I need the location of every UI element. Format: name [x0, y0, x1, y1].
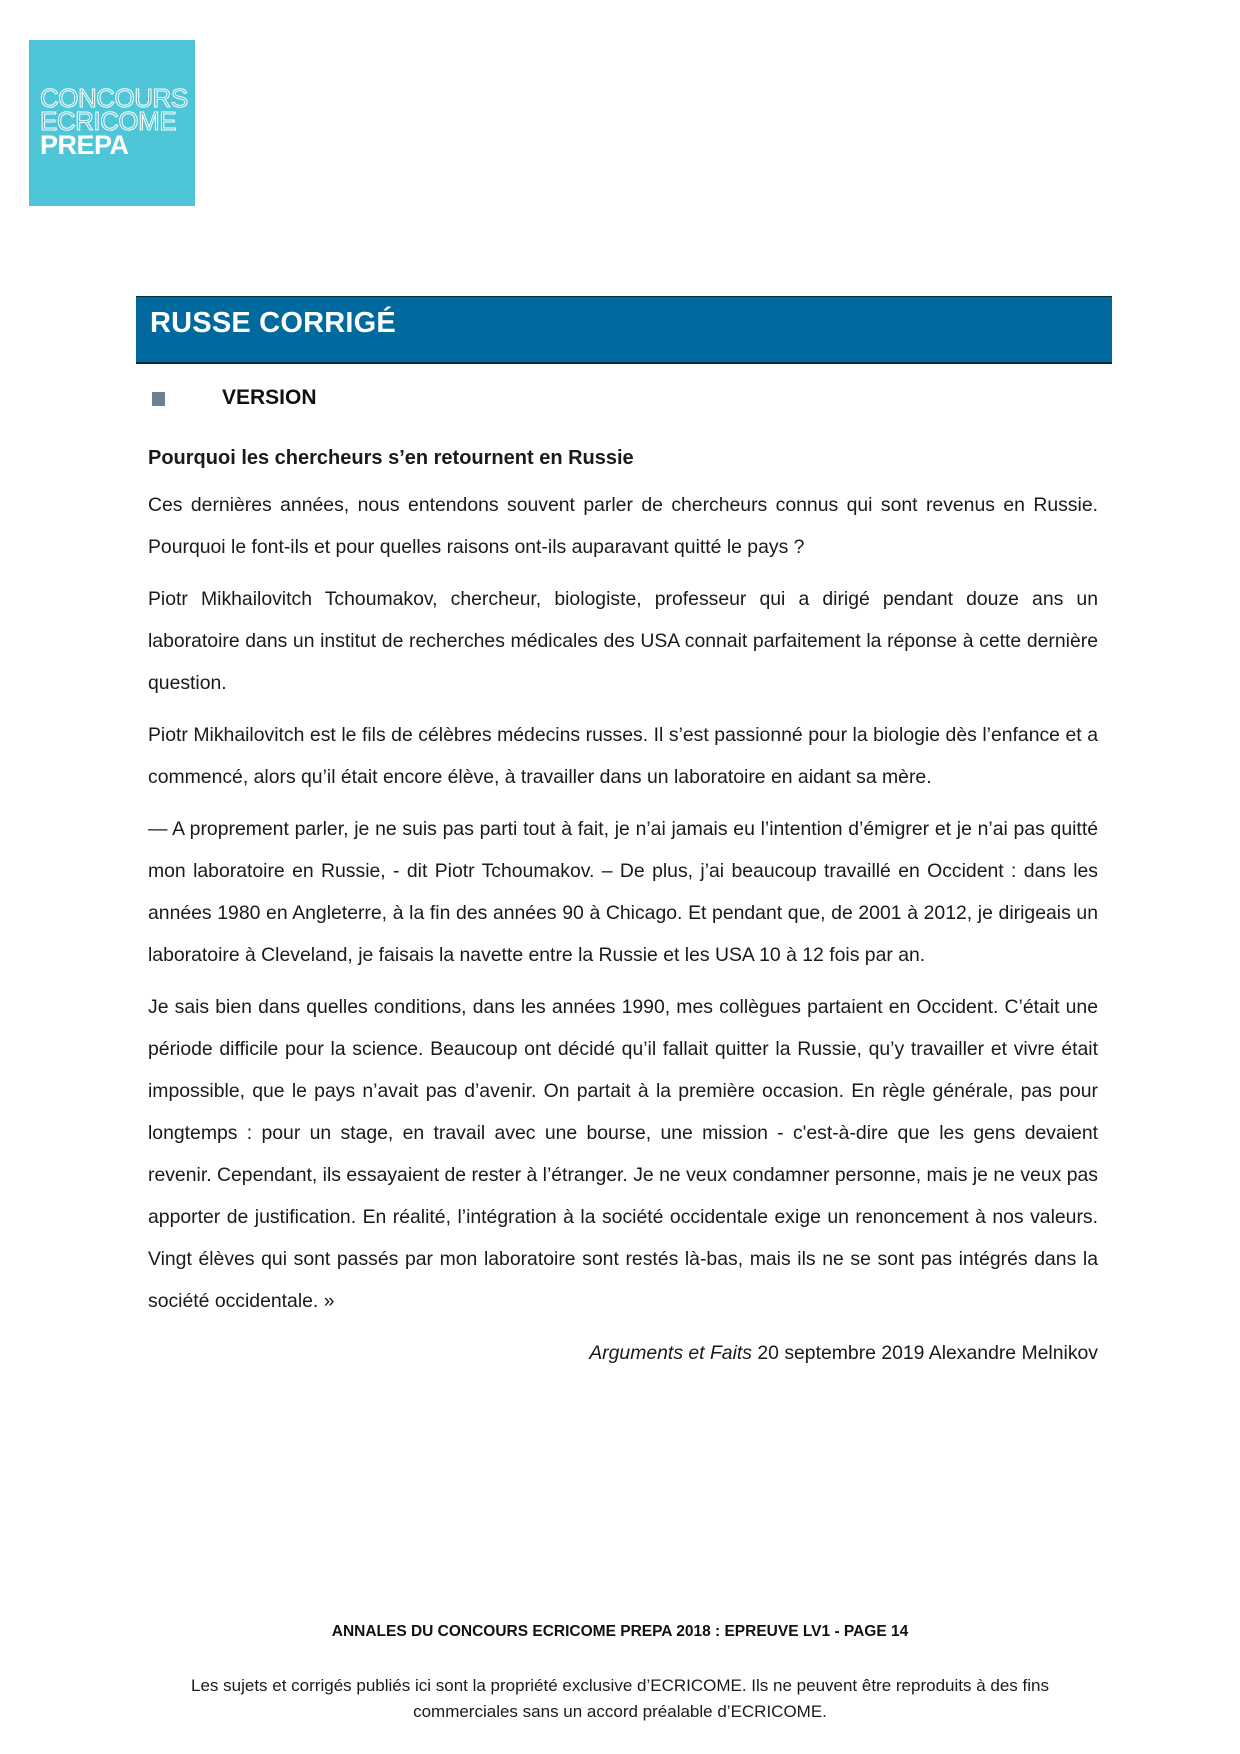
- ecricome-logo: [29, 40, 195, 206]
- paragraph: — A proprement parler, je ne suis pas parti tout à fait, je n’ai jamais eu l’intention d’émigrer et je n’ai pas quitté mon laboratoire en Russie, - dit Piotr Tchoumakov. – De plus, j’ai beaucoup travaillé en Occident : dans les années 1980 en Angleterre, à la fin des années 90 à Chicago. Et pendant que, de 2001 à 2012, je dirigeais un laboratoire à Cleveland, je faisais la navette entre la Russie et les USA 10 à 12 fois par an.: [148, 818, 1098, 966]
- footer-copyright-note: Les sujets et corrigés publiés ici sont la propriété exclusive d’ECRICOME. Ils ne peuvent être reproduits à des fins commerciales sans un accord préalable d’ECRICOME.: [191, 1676, 1049, 1721]
- logo-line-prepa: PREPA: [40, 130, 129, 160]
- paragraph: Piotr Mikhailovitch Tchoumakov, chercheur, biologiste, professeur qui a dirigé pendant douze ans un laboratoire dans un institut de recherches médicales des USA connait parfaitement la réponse à cette dernière question.: [148, 588, 1098, 694]
- paragraph: Ces dernières années, nous entendons souvent parler de chercheurs connus qui sont revenus en Russie. Pourquoi le font-ils et pour quelles raisons ont-ils auparavant quitté le pays ?: [148, 494, 1098, 558]
- page-title: RUSSE CORRIGÉ: [150, 307, 396, 339]
- article-source: [148, 1332, 1098, 1374]
- title-banner: [136, 296, 1112, 364]
- logo-line-ecricome: ECRICOME: [40, 106, 177, 136]
- section-label: VERSION: [222, 386, 317, 409]
- source-details: 20 septembre 2019 Alexandre Melnikov: [751, 1342, 1098, 1364]
- logo-line-concours: CONCOURS: [40, 83, 188, 113]
- article-heading: Pourquoi les chercheurs s’en retournent en Russie: [148, 447, 634, 469]
- source-title: Arguments et Faits: [589, 1342, 752, 1364]
- square-bullet-icon: [152, 392, 165, 406]
- paragraph: Je sais bien dans quelles conditions, dans les années 1990, mes collègues partaient en Occident. C’était une période difficile pour la science. Beaucoup ont décidé qu’il fallait quitter la Russie, qu’y travailler et vivre était impossible, que le pays n’avait pas d’avenir. On partait à la première occasion. En règle générale, pas pour longtemps : pour un stage, en travail avec une bourse, une mission - c'est-à-dire que les gens devaient revenir. Cependant, ils essayaient de rester à l’étranger. Je ne veux condamner personne, mais je ne veux pas apporter de justification. En réalité, l’intégration à la société occidentale exige un renoncement à nos valeurs. Vingt élèves qui sont passés par mon laboratoire sont restés là-bas, mais ils ne se sont pas intégrés dans la société occidentale. »: [148, 996, 1098, 1312]
- paragraph: Piotr Mikhailovitch est le fils de célèbres médecins russes. Il s’est passionné pour la biologie dès l’enfance et a commencé, alors qu’il était encore élève, à travailler dans un laboratoire en aidant sa mère.: [148, 724, 1098, 788]
- footer-title: ANNALES DU CONCOURS ECRICOME PREPA 2018 : EPREUVE LV1 - PAGE 14: [331, 1623, 909, 1640]
- article: [148, 440, 1098, 1374]
